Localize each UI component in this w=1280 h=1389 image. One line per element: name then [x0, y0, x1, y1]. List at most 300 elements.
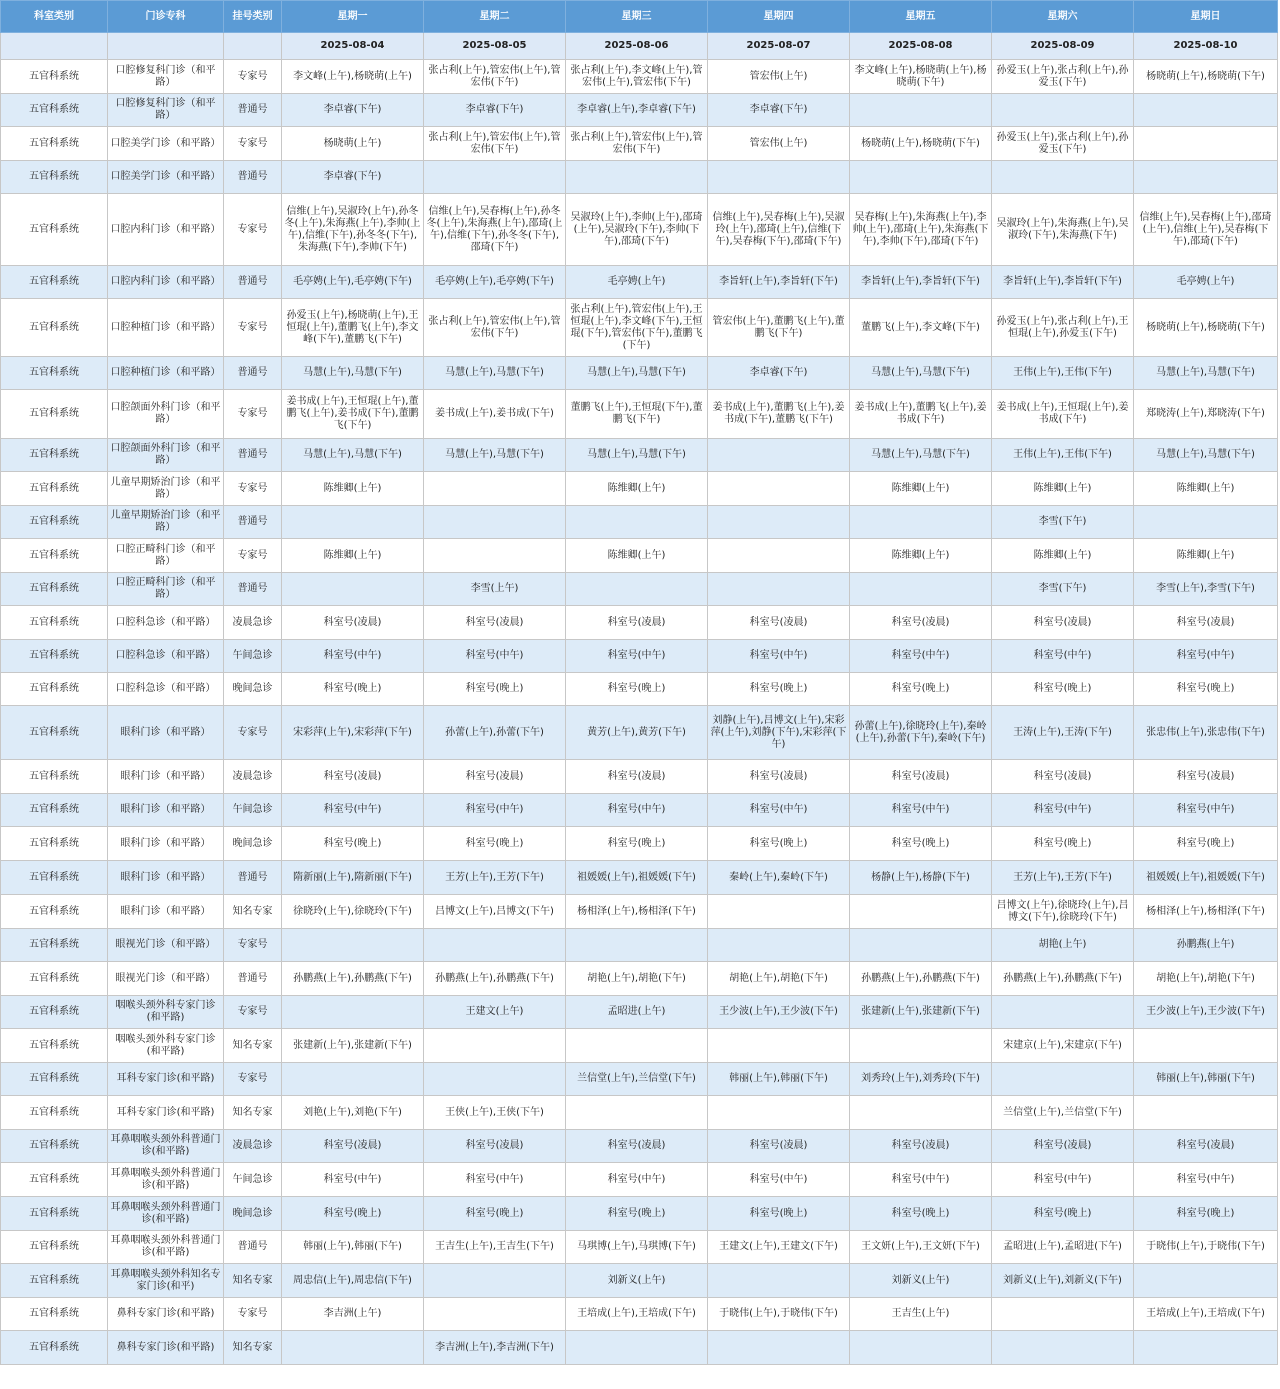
- day-schedule-cell: 科室号(中午): [1134, 794, 1278, 827]
- clinic-cell: 口腔颌面外科门诊（和平路）: [108, 439, 224, 472]
- dept-cell: 五官科系统: [1, 673, 108, 706]
- day-schedule-cell: 科室号(凌晨): [850, 760, 992, 794]
- clinic-cell: 耳科专家门诊(和平路): [108, 1063, 224, 1096]
- reg-type-cell: 知名专家: [224, 1096, 282, 1130]
- day-schedule-cell: 宋建京(上午),宋建京(下午): [992, 1029, 1134, 1063]
- day-schedule-cell: 马慧(上午),马慧(下午): [1134, 357, 1278, 390]
- day-schedule-cell: [566, 161, 708, 194]
- day-schedule-cell: 隋新丽(上午),隋新丽(下午): [282, 861, 424, 895]
- day-schedule-cell: 王培成(上午),王培成(下午): [566, 1298, 708, 1331]
- day-schedule-cell: 宋彩萍(上午),宋彩萍(下午): [282, 706, 424, 760]
- table-row: [1, 1231, 1278, 1264]
- day-schedule-cell: 科室号(中午): [850, 640, 992, 673]
- table-row: [1, 1298, 1278, 1331]
- day-schedule-cell: 杨晓萌(上午),杨晓萌(下午): [850, 127, 992, 161]
- dept-cell: 五官科系统: [1, 127, 108, 161]
- day-schedule-cell: 胡艳(上午),胡艳(下午): [1134, 962, 1278, 996]
- day-schedule-cell: 王吉生(上午): [850, 1298, 992, 1331]
- day-schedule-cell: 杨晓萌(上午): [282, 127, 424, 161]
- day-schedule-cell: 李雪(上午): [424, 573, 566, 606]
- clinic-cell: 口腔科急诊（和平路）: [108, 606, 224, 640]
- day-schedule-cell: [708, 1096, 850, 1130]
- day-schedule-cell: 李卓睿(下午): [708, 357, 850, 390]
- day-schedule-cell: 兰信堂(上午),兰信堂(下午): [992, 1096, 1134, 1130]
- reg-type-cell: 专家号: [224, 60, 282, 94]
- date-cell-mon: 2025-08-04: [282, 33, 424, 60]
- date-cell-fri: 2025-08-08: [850, 33, 992, 60]
- col-header-sat: 星期六: [992, 1, 1134, 33]
- table-row: [1, 962, 1278, 996]
- dept-cell: 五官科系统: [1, 929, 108, 962]
- day-schedule-cell: [1134, 1029, 1278, 1063]
- day-schedule-cell: [1134, 506, 1278, 539]
- reg-type-cell: 午间急诊: [224, 1163, 282, 1197]
- day-schedule-cell: 孙鹏燕(上午): [1134, 929, 1278, 962]
- day-schedule-cell: 李雪(下午): [992, 506, 1134, 539]
- day-schedule-cell: 王芳(上午),王芳(下午): [424, 861, 566, 895]
- date-cell-tue: 2025-08-05: [424, 33, 566, 60]
- day-schedule-cell: 陈维卿(上午): [992, 539, 1134, 573]
- day-schedule-cell: 科室号(中午): [708, 794, 850, 827]
- table-row: [1, 606, 1278, 640]
- day-schedule-cell: 李文峰(上午),杨晓萌(上午),杨晓萌(下午): [850, 60, 992, 94]
- day-schedule-cell: 孙鹏燕(上午),孙鹏燕(下午): [850, 962, 992, 996]
- reg-type-cell: 专家号: [224, 706, 282, 760]
- table-row: [1, 996, 1278, 1029]
- date-cell: [108, 33, 224, 60]
- reg-type-cell: 凌晨急诊: [224, 606, 282, 640]
- day-schedule-cell: 科室号(中午): [566, 1163, 708, 1197]
- day-schedule-cell: [850, 573, 992, 606]
- day-schedule-cell: [282, 573, 424, 606]
- clinic-cell: 眼视光门诊（和平路）: [108, 962, 224, 996]
- day-schedule-cell: 李雪(上午),李雪(下午): [1134, 573, 1278, 606]
- dept-cell: 五官科系统: [1, 996, 108, 1029]
- day-schedule-cell: 吕博文(上午),徐晓玲(上午),吕博文(下午),徐晓玲(下午): [992, 895, 1134, 929]
- reg-type-cell: 晚间急诊: [224, 827, 282, 861]
- day-schedule-cell: 科室号(晚上): [566, 827, 708, 861]
- day-schedule-cell: 王伟(上午),王伟(下午): [992, 439, 1134, 472]
- day-schedule-cell: 孙鹏燕(上午),孙鹏燕(下午): [424, 962, 566, 996]
- clinic-cell: 口腔内科门诊（和平路）: [108, 266, 224, 299]
- day-schedule-cell: 李卓睿(下午): [708, 94, 850, 127]
- day-schedule-cell: 科室号(中午): [1134, 640, 1278, 673]
- clinic-cell: 眼科门诊（和平路）: [108, 794, 224, 827]
- day-schedule-cell: 科室号(凌晨): [566, 760, 708, 794]
- day-schedule-cell: 管宏伟(上午): [708, 127, 850, 161]
- day-schedule-cell: 信维(上午),吴春梅(上午),邵琦(上午),信维(上午),吴春梅(下午),邵琦(下午): [1134, 194, 1278, 266]
- day-schedule-cell: 陈维卿(上午): [1134, 539, 1278, 573]
- day-schedule-cell: 姜书成(上午),董鹏飞(上午),姜书成(下午),董鹏飞(下午): [708, 390, 850, 439]
- day-schedule-cell: 马慧(上午),马慧(下午): [566, 439, 708, 472]
- day-schedule-cell: 祖媛媛(上午),祖媛媛(下午): [566, 861, 708, 895]
- day-schedule-cell: 马慧(上午),马慧(下午): [850, 439, 992, 472]
- day-schedule-cell: [566, 506, 708, 539]
- day-schedule-cell: 孙鹏燕(上午),孙鹏燕(下午): [992, 962, 1134, 996]
- day-schedule-cell: [282, 1331, 424, 1365]
- reg-type-cell: 凌晨急诊: [224, 760, 282, 794]
- day-schedule-cell: 王少波(上午),王少波(下午): [1134, 996, 1278, 1029]
- table-row: [1, 1063, 1278, 1096]
- day-schedule-cell: 张建新(上午),张建新(下午): [850, 996, 992, 1029]
- day-schedule-cell: 张建新(上午),张建新(下午): [282, 1029, 424, 1063]
- day-schedule-cell: 科室号(中午): [850, 794, 992, 827]
- day-schedule-cell: [566, 1096, 708, 1130]
- reg-type-cell: 凌晨急诊: [224, 1130, 282, 1163]
- table-row: [1, 895, 1278, 929]
- day-schedule-cell: 董鹏飞(上午),王恒琨(下午),董鹏飞(下午): [566, 390, 708, 439]
- day-schedule-cell: 信维(上午),吴春梅(上午),吴淑玲(上午),邵琦(上午),信维(下午),吴春梅(下午),邵琦(下午): [708, 194, 850, 266]
- day-schedule-cell: [282, 1063, 424, 1096]
- reg-type-cell: 普通号: [224, 573, 282, 606]
- day-schedule-cell: 孙爱玉(上午),张占利(上午),孙爱玉(下午): [992, 60, 1134, 94]
- day-schedule-cell: 科室号(晚上): [708, 1197, 850, 1231]
- day-schedule-cell: [424, 161, 566, 194]
- day-schedule-cell: 孙爱玉(上午),杨晓萌(上午),王恒琨(上午),董鹏飞(上午),李文峰(下午),董鹏飞(下午): [282, 299, 424, 357]
- day-schedule-cell: 陈维卿(上午): [992, 472, 1134, 506]
- day-schedule-cell: [708, 161, 850, 194]
- col-header-clinic: 门诊专科: [108, 1, 224, 33]
- day-schedule-cell: 毛亭娉(上午): [1134, 266, 1278, 299]
- date-cell: [224, 33, 282, 60]
- day-schedule-cell: 毛亭娉(上午),毛亭娉(下午): [282, 266, 424, 299]
- date-cell-sat: 2025-08-09: [992, 33, 1134, 60]
- dept-cell: 五官科系统: [1, 1298, 108, 1331]
- day-schedule-cell: 科室号(晚上): [1134, 827, 1278, 861]
- day-schedule-cell: [282, 506, 424, 539]
- dept-cell: 五官科系统: [1, 1264, 108, 1298]
- clinic-cell: 口腔修复科门诊（和平路）: [108, 60, 224, 94]
- day-schedule-cell: [424, 1029, 566, 1063]
- day-schedule-cell: [992, 1063, 1134, 1096]
- day-schedule-cell: 刘静(上午),吕博文(上午),宋彩萍(上午),刘静(下午),宋彩萍(下午): [708, 706, 850, 760]
- table-row: [1, 94, 1278, 127]
- day-schedule-cell: 马慧(上午),马慧(下午): [424, 357, 566, 390]
- day-schedule-cell: 于晓伟(上午),于晓伟(下午): [708, 1298, 850, 1331]
- day-schedule-cell: 陈维卿(上午): [282, 539, 424, 573]
- day-schedule-cell: 张占利(上午),管宏伟(上午),管宏伟(下午): [424, 127, 566, 161]
- reg-type-cell: 普通号: [224, 94, 282, 127]
- day-schedule-cell: 周忠信(上午),周忠信(下午): [282, 1264, 424, 1298]
- day-schedule-cell: 杨相泽(上午),杨相泽(下午): [566, 895, 708, 929]
- dept-cell: 五官科系统: [1, 60, 108, 94]
- table-row: [1, 861, 1278, 895]
- day-schedule-cell: 科室号(中午): [282, 640, 424, 673]
- day-schedule-cell: [1134, 161, 1278, 194]
- day-schedule-cell: 科室号(晚上): [282, 1197, 424, 1231]
- day-schedule-cell: 马慧(上午),马慧(下午): [566, 357, 708, 390]
- reg-type-cell: 普通号: [224, 439, 282, 472]
- header-row: [1, 1, 1278, 33]
- table-row: [1, 390, 1278, 439]
- day-schedule-cell: 科室号(晚上): [708, 673, 850, 706]
- day-schedule-cell: 科室号(晚上): [1134, 673, 1278, 706]
- clinic-cell: 口腔内科门诊（和平路）: [108, 194, 224, 266]
- table-row: [1, 194, 1278, 266]
- day-schedule-cell: 科室号(凌晨): [992, 1130, 1134, 1163]
- table-row: [1, 472, 1278, 506]
- day-schedule-cell: [424, 506, 566, 539]
- reg-type-cell: 知名专家: [224, 1029, 282, 1063]
- clinic-cell: 眼科门诊（和平路）: [108, 861, 224, 895]
- day-schedule-cell: [1134, 1331, 1278, 1365]
- day-schedule-cell: [708, 895, 850, 929]
- day-schedule-cell: 孟昭进(上午),孟昭进(下午): [992, 1231, 1134, 1264]
- clinic-cell: 儿童早期矫治门诊（和平路）: [108, 472, 224, 506]
- dept-cell: 五官科系统: [1, 640, 108, 673]
- table-row: [1, 539, 1278, 573]
- day-schedule-cell: 科室号(晚上): [992, 1197, 1134, 1231]
- reg-type-cell: 专家号: [224, 996, 282, 1029]
- table-row: [1, 127, 1278, 161]
- clinic-cell: 口腔美学门诊（和平路）: [108, 127, 224, 161]
- date-row: [1, 33, 1278, 60]
- dept-cell: 五官科系统: [1, 1130, 108, 1163]
- day-schedule-cell: [708, 539, 850, 573]
- day-schedule-cell: 科室号(中午): [992, 1163, 1134, 1197]
- day-schedule-cell: 科室号(中午): [1134, 1163, 1278, 1197]
- clinic-cell: 咽喉头颈外科专家门诊(和平路): [108, 1029, 224, 1063]
- day-schedule-cell: [708, 573, 850, 606]
- day-schedule-cell: 马慧(上午),马慧(下午): [1134, 439, 1278, 472]
- day-schedule-cell: 科室号(凌晨): [424, 606, 566, 640]
- day-schedule-cell: 王涛(上午),王涛(下午): [992, 706, 1134, 760]
- day-schedule-cell: 马慧(上午),马慧(下午): [424, 439, 566, 472]
- dept-cell: 五官科系统: [1, 861, 108, 895]
- day-schedule-cell: [850, 1096, 992, 1130]
- date-cell-thu: 2025-08-07: [708, 33, 850, 60]
- day-schedule-cell: 祖媛媛(上午),祖媛媛(下午): [1134, 861, 1278, 895]
- day-schedule-cell: 科室号(凌晨): [424, 1130, 566, 1163]
- day-schedule-cell: [566, 929, 708, 962]
- day-schedule-cell: [992, 996, 1134, 1029]
- day-schedule-cell: [708, 929, 850, 962]
- table-row: [1, 1029, 1278, 1063]
- day-schedule-cell: 科室号(凌晨): [424, 760, 566, 794]
- day-schedule-cell: 李卓睿(上午),李卓睿(下午): [566, 94, 708, 127]
- day-schedule-cell: 科室号(凌晨): [708, 760, 850, 794]
- reg-type-cell: 知名专家: [224, 1331, 282, 1365]
- dept-cell: 五官科系统: [1, 827, 108, 861]
- col-header-type: 挂号类别: [224, 1, 282, 33]
- day-schedule-cell: 李吉洲(上午),李吉洲(下午): [424, 1331, 566, 1365]
- day-schedule-cell: 科室号(中午): [992, 794, 1134, 827]
- day-schedule-cell: [850, 929, 992, 962]
- day-schedule-cell: 李旨轩(上午),李旨轩(下午): [708, 266, 850, 299]
- day-schedule-cell: 科室号(凌晨): [708, 606, 850, 640]
- day-schedule-cell: [850, 161, 992, 194]
- day-schedule-cell: 科室号(晚上): [424, 673, 566, 706]
- day-schedule-cell: [424, 1063, 566, 1096]
- table-row: [1, 1331, 1278, 1365]
- table-row: [1, 760, 1278, 794]
- day-schedule-cell: 科室号(晚上): [566, 1197, 708, 1231]
- day-schedule-cell: 科室号(中午): [708, 1163, 850, 1197]
- day-schedule-cell: 信维(上午),吴春梅(上午),孙冬冬(上午),朱海燕(上午),邵琦(上午),信维(下午),孙冬冬(下午),邵琦(下午): [424, 194, 566, 266]
- clinic-cell: 眼科门诊（和平路）: [108, 827, 224, 861]
- dept-cell: 五官科系统: [1, 357, 108, 390]
- day-schedule-cell: 科室号(中午): [708, 640, 850, 673]
- dept-cell: 五官科系统: [1, 760, 108, 794]
- day-schedule-cell: [850, 1029, 992, 1063]
- day-schedule-cell: [850, 1331, 992, 1365]
- reg-type-cell: 专家号: [224, 472, 282, 506]
- reg-type-cell: 普通号: [224, 861, 282, 895]
- reg-type-cell: 晚间急诊: [224, 673, 282, 706]
- day-schedule-cell: 杨相泽(上午),杨相泽(下午): [1134, 895, 1278, 929]
- table-row: [1, 673, 1278, 706]
- clinic-cell: 口腔正畸科门诊（和平路）: [108, 539, 224, 573]
- day-schedule-cell: 科室号(中午): [566, 640, 708, 673]
- day-schedule-cell: 陈维卿(上午): [282, 472, 424, 506]
- day-schedule-cell: 韩丽(上午),韩丽(下午): [708, 1063, 850, 1096]
- day-schedule-cell: 于晓伟(上午),于晓伟(下午): [1134, 1231, 1278, 1264]
- day-schedule-cell: 王文妍(上午),王文妍(下午): [850, 1231, 992, 1264]
- day-schedule-cell: [850, 94, 992, 127]
- day-schedule-cell: 科室号(凌晨): [992, 606, 1134, 640]
- day-schedule-cell: 科室号(凌晨): [1134, 760, 1278, 794]
- reg-type-cell: 午间急诊: [224, 794, 282, 827]
- table-row: [1, 827, 1278, 861]
- day-schedule-cell: 科室号(凌晨): [850, 606, 992, 640]
- table-row: [1, 1264, 1278, 1298]
- day-schedule-cell: [1134, 127, 1278, 161]
- clinic-cell: 鼻科专家门诊(和平路): [108, 1298, 224, 1331]
- clinic-cell: 耳鼻咽喉头颈外科普通门诊(和平路): [108, 1231, 224, 1264]
- day-schedule-cell: 马慧(上午),马慧(下午): [282, 357, 424, 390]
- reg-type-cell: 晚间急诊: [224, 1197, 282, 1231]
- dept-cell: 五官科系统: [1, 266, 108, 299]
- day-schedule-cell: 马琪博(上午),马琪博(下午): [566, 1231, 708, 1264]
- day-schedule-cell: 李卓睿(下午): [424, 94, 566, 127]
- clinic-cell: 耳科专家门诊(和平路): [108, 1096, 224, 1130]
- day-schedule-cell: 科室号(凌晨): [566, 606, 708, 640]
- day-schedule-cell: 毛亭娉(上午): [566, 266, 708, 299]
- day-schedule-cell: 黄芳(上午),黄芳(下午): [566, 706, 708, 760]
- day-schedule-cell: 张占利(上午),管宏伟(上午),管宏伟(下午): [424, 60, 566, 94]
- dept-cell: 五官科系统: [1, 606, 108, 640]
- date-cell: [1, 33, 108, 60]
- day-schedule-cell: 郑晓涛(上午),郑晓涛(下午): [1134, 390, 1278, 439]
- day-schedule-cell: 吕博文(上午),吕博文(下午): [424, 895, 566, 929]
- date-cell-sun: 2025-08-10: [1134, 33, 1278, 60]
- day-schedule-cell: 管宏伟(上午): [708, 60, 850, 94]
- clinic-cell: 眼视光门诊（和平路）: [108, 929, 224, 962]
- dept-cell: 五官科系统: [1, 506, 108, 539]
- table-row: [1, 161, 1278, 194]
- day-schedule-cell: 科室号(晚上): [424, 827, 566, 861]
- reg-type-cell: 普通号: [224, 962, 282, 996]
- day-schedule-cell: 王建文(上午): [424, 996, 566, 1029]
- day-schedule-cell: 科室号(凌晨): [708, 1130, 850, 1163]
- day-schedule-cell: 姜书成(上午),王恒琨(上午),董鹏飞(上午),姜书成(下午),董鹏飞(下午): [282, 390, 424, 439]
- day-schedule-cell: 王伟(上午),王伟(下午): [992, 357, 1134, 390]
- day-schedule-cell: 胡艳(上午),胡艳(下午): [566, 962, 708, 996]
- reg-type-cell: 专家号: [224, 390, 282, 439]
- dept-cell: 五官科系统: [1, 1163, 108, 1197]
- reg-type-cell: 普通号: [224, 1231, 282, 1264]
- day-schedule-cell: 科室号(中午): [282, 794, 424, 827]
- day-schedule-cell: [424, 1298, 566, 1331]
- day-schedule-cell: 科室号(凌晨): [850, 1130, 992, 1163]
- clinic-cell: 口腔科急诊（和平路）: [108, 640, 224, 673]
- clinic-cell: 儿童早期矫治门诊（和平路）: [108, 506, 224, 539]
- clinic-cell: 眼科门诊（和平路）: [108, 895, 224, 929]
- day-schedule-cell: 陈维卿(上午): [1134, 472, 1278, 506]
- day-schedule-cell: 张占利(上午),李文峰(上午),管宏伟(上午),管宏伟(下午): [566, 60, 708, 94]
- day-schedule-cell: [282, 996, 424, 1029]
- day-schedule-cell: 信维(上午),吴淑玲(上午),孙冬冬(上午),朱海燕(上午),李帅(上午),信维(下午),孙冬冬(下午),朱海燕(下午),李帅(下午): [282, 194, 424, 266]
- day-schedule-cell: 胡艳(上午): [992, 929, 1134, 962]
- day-schedule-cell: 孙蕾(上午),徐晓玲(上午),秦岭(上午),孙蕾(下午),秦岭(下午): [850, 706, 992, 760]
- day-schedule-cell: [708, 1264, 850, 1298]
- day-schedule-cell: 孙爱玉(上午),张占利(上午),王恒琨(上午),孙爱玉(下午): [992, 299, 1134, 357]
- day-schedule-cell: 杨晓萌(上午),杨晓萌(下午): [1134, 299, 1278, 357]
- clinic-cell: 口腔正畸科门诊（和平路）: [108, 573, 224, 606]
- day-schedule-cell: 张占利(上午),管宏伟(上午),管宏伟(下午): [566, 127, 708, 161]
- day-schedule-cell: 刘新义(上午): [566, 1264, 708, 1298]
- day-schedule-cell: 科室号(晚上): [992, 673, 1134, 706]
- dept-cell: 五官科系统: [1, 94, 108, 127]
- day-schedule-cell: 科室号(中午): [282, 1163, 424, 1197]
- dept-cell: 五官科系统: [1, 439, 108, 472]
- day-schedule-cell: 科室号(凌晨): [282, 1130, 424, 1163]
- dept-cell: 五官科系统: [1, 1231, 108, 1264]
- clinic-cell: 口腔修复科门诊（和平路）: [108, 94, 224, 127]
- reg-type-cell: 专家号: [224, 127, 282, 161]
- reg-type-cell: 知名专家: [224, 895, 282, 929]
- clinic-cell: 口腔种植门诊（和平路）: [108, 299, 224, 357]
- dept-cell: 五官科系统: [1, 1331, 108, 1365]
- day-schedule-cell: 王少波(上午),王少波(下午): [708, 996, 850, 1029]
- day-schedule-cell: 陈维卿(上午): [566, 472, 708, 506]
- dept-cell: 五官科系统: [1, 1063, 108, 1096]
- reg-type-cell: 知名专家: [224, 1264, 282, 1298]
- day-schedule-cell: 刘艳(上午),刘艳(下午): [282, 1096, 424, 1130]
- day-schedule-cell: 陈维卿(上午): [566, 539, 708, 573]
- day-schedule-cell: [992, 161, 1134, 194]
- day-schedule-cell: 刘新义(上午),刘新义(下午): [992, 1264, 1134, 1298]
- col-header-wed: 星期三: [566, 1, 708, 33]
- day-schedule-cell: 管宏伟(上午),董鹏飞(上午),董鹏飞(下午): [708, 299, 850, 357]
- day-schedule-cell: 科室号(中午): [992, 640, 1134, 673]
- day-schedule-cell: 吴淑玲(上午),李帅(上午),邵琦(上午),吴淑玲(下午),李帅(下午),邵琦(下午): [566, 194, 708, 266]
- day-schedule-cell: [424, 929, 566, 962]
- day-schedule-cell: 科室号(中午): [566, 794, 708, 827]
- col-header-mon: 星期一: [282, 1, 424, 33]
- day-schedule-cell: 张占利(上午),管宏伟(上午),管宏伟(下午): [424, 299, 566, 357]
- day-schedule-cell: 李卓睿(下午): [282, 161, 424, 194]
- day-schedule-cell: 科室号(中午): [424, 1163, 566, 1197]
- day-schedule-cell: [708, 1331, 850, 1365]
- table-row: [1, 60, 1278, 94]
- col-header-dept: 科室类别: [1, 1, 108, 33]
- table-row: [1, 1197, 1278, 1231]
- day-schedule-cell: 李吉洲(上午): [282, 1298, 424, 1331]
- day-schedule-cell: [282, 929, 424, 962]
- clinic-cell: 耳鼻咽喉头颈外科普通门诊(和平路): [108, 1197, 224, 1231]
- day-schedule-cell: 马慧(上午),马慧(下午): [282, 439, 424, 472]
- day-schedule-cell: 王侠(上午),王侠(下午): [424, 1096, 566, 1130]
- dept-cell: 五官科系统: [1, 390, 108, 439]
- day-schedule-cell: [566, 1029, 708, 1063]
- day-schedule-cell: 毛亭娉(上午),毛亭娉(下午): [424, 266, 566, 299]
- day-schedule-cell: 秦岭(上午),秦岭(下午): [708, 861, 850, 895]
- col-header-sun: 星期日: [1134, 1, 1278, 33]
- table-row: [1, 299, 1278, 357]
- day-schedule-cell: 徐晓玲(上午),徐晓玲(下午): [282, 895, 424, 929]
- schedule-body: [1, 60, 1278, 1365]
